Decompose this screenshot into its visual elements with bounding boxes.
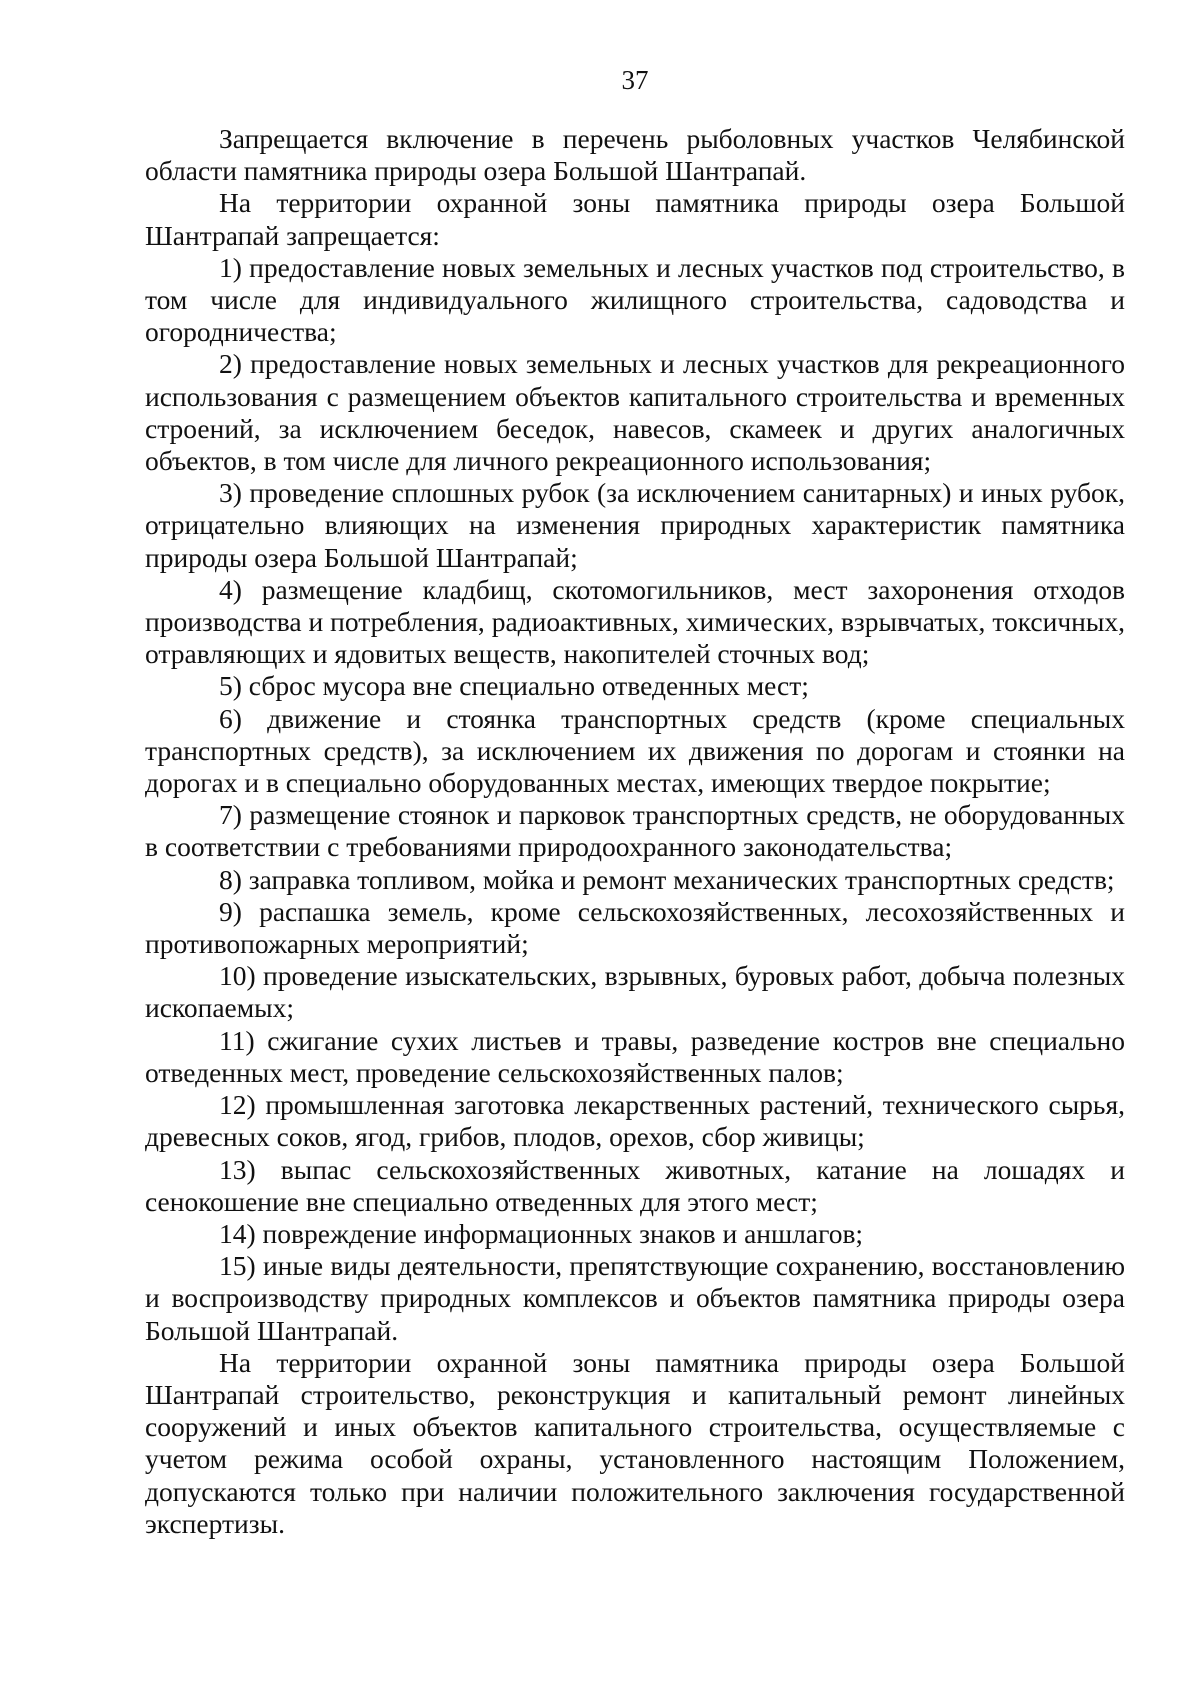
page-number: 37 [621,65,649,95]
list-item-15: 15) иные виды деятельности, препятствующие сохранению, восстановлению и воспроизводству природных комплексов и объектов памятника природы озера Большой Шантрапай. [145,1250,1125,1346]
list-item-5: 5) сброс мусора вне специально отведенных мест; [219,670,809,702]
list-item-9: 9) распашка земель, кроме сельскохозяйственных, лесохозяйственных и противопожарных мероприятий; [145,895,1125,960]
list-item-14: 14) повреждение информационных знаков и аншлагов; [219,1217,864,1249]
list-item-1: 1) предоставление новых земельных и лесных участков под строительство, в том числе для индивидуального жилищного строительства, садоводства и огородничества; [145,251,1125,348]
paragraph-protected-zone-heading: На территории охранной зоны памятника природы озера Большой Шантрапай запрещается: [145,187,1125,251]
paragraph-construction-rule: На территории охранной зоны памятника природы озера Большой Шантрапай строительство, реконструкция и капитальный ремонт линейных сооружений и иных объектов капитального строительства, осуществляемые с учетом режима особой охраны, установленного настоящим Положением, допускаются только при наличии положительного заключения государственной экспертизы. [145,1346,1125,1539]
list-item-8: 8) заправка топливом, мойка и ремонт механических транспортных средств; [219,863,1115,895]
paragraph-intro-ban: Запрещается включение в перечень рыболовных участков Челябинской области памятника природы озера Большой Шантрапай. [145,123,1125,187]
list-item-12: 12) промышленная заготовка лекарственных растений, технического сырья, древесных соков, ягод, грибов, плодов, орехов, сбор живицы; [145,1089,1125,1153]
list-item-10: 10) проведение изыскательских, взрывных, буровых работ, добыча полезных ископаемых; [145,960,1125,1024]
list-item-3: 3) проведение сплошных рубок (за исключением санитарных) и иных рубок, отрицательно влияющих на изменения природных характеристик памятника природы озера Большой Шантрапай; [145,477,1125,573]
list-item-11: 11) сжигание сухих листьев и травы, разведение костров вне специально отведенных мест, проведение сельскохозяйственных палов; [145,1024,1125,1088]
document-body [145,123,1125,1540]
list-item-6: 6) движение и стоянка транспортных средств (кроме специальных транспортных средств), за исключением их движения по дорогам и стоянки на дорогах и в специально оборудованных местах, имеющих твердое покрытие; [145,702,1125,799]
list-item-2: 2) предоставление новых земельных и лесных участков для рекреационного использования с размещением объектов капитального строительства и временных строений, за исключением беседок, навесов, скамеек и других аналогичных объектов, в том числе для личного рекреационного использования; [145,348,1125,477]
list-item-7: 7) размещение стоянок и парковок транспортных средств, не оборудованных в соответствии с требованиями природоохранного законодательства; [145,799,1125,863]
list-item-13: 13) выпас сельскохозяйственных животных, катание на лошадях и сенокошение вне специально отведенных для этого мест; [145,1153,1125,1217]
list-item-4: 4) размещение кладбищ, скотомогильников, мест захоронения отходов производства и потребления, радиоактивных, химических, взрывчатых, токсичных, отравляющих и ядовитых веществ, накопителей сточных вод; [145,573,1125,670]
